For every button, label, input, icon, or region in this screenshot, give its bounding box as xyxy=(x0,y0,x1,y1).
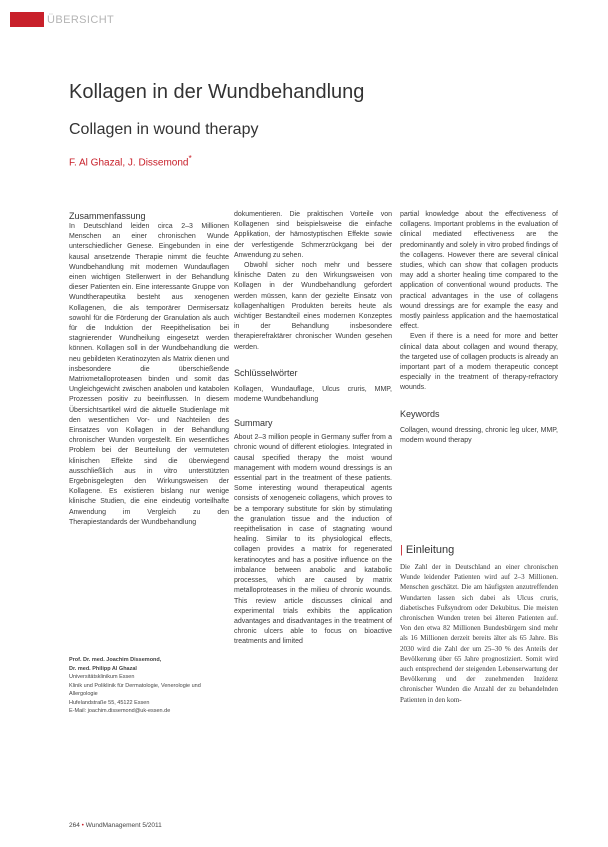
summary-text: About 2–3 million people in Germany suffer from a chronic wound of different etiologies. Integrated in causal specified therapy the moist wound management with modern wound dressings is an essential part in the treatment of these patients. Some interesting wound therapeutical agents consists of xenogeneic collagens, which proves to be a temporary substitute for skin by stimulating the granulation tissue and the induction of reepithelisation in case of stagnating wound healing. Similar to its physiological effects, collagen provides a matrix for regenerated keratinocytes and has a positive influence on the imbalance between anabolic and katabolic processes, which are caused by matrix metalloproteases in the milieu of chronic wounds. This review article discusses clinical and experimental trials exhibits the application advantages and disadvantages in the treatment of chronic ulcers able to focus on bioactive treatments and limited xyxy=(234,434,392,646)
col3-paragraph-1: partial knowledge about the effectiveness of collagens. Important problems in the evaluation of clinical mediated effectiveness are the predominantly and solely in vitro probed findings of the collagens. However there are several clinical studies, which can show that collagen products may add a shorter healing time compared to the application of conventional wound products. The practical advantages in the use of collagens wound dressings are for example the easy and mostly painless application and the haemostatical effect. xyxy=(400,211,558,331)
article-title-german: Kollagen in der Wundbehandlung xyxy=(69,81,365,103)
einleitung-heading: | Einleitung xyxy=(400,544,455,556)
keywords-heading: Keywords xyxy=(400,408,440,419)
col3-paragraph-2: Even if there is a need for more and better clinical data about collagen and wound therapy, the targeted use of collagen products is already an important part of a modern therapeutic concept especially in the treatment of therapy-refractory wounds. xyxy=(400,333,558,392)
affiliation-department: Universitätsklinikum Essen xyxy=(69,674,135,680)
column-2 xyxy=(234,210,392,648)
author-names: F. Al Ghazal, J. Dissemond xyxy=(69,157,189,169)
footer-separator: • xyxy=(81,822,84,829)
schluesselwoerter-heading: Schlüsselwörter xyxy=(234,367,298,378)
schluesselwoerter-text: Kollagen, Wundauflage, Ulcus cruris, MMP, moderne Wundbehandlung xyxy=(234,385,392,404)
col2-paragraph-2: Obwohl sicher noch mehr und bessere klinische Daten zu den Wirkungsweisen von Kollagen in der Wundbehandlung gefordert werden müssen, kann der gezielte Einsatz von kollagenhaltigen Produkten bereits heute als wichtiger Bestandteil eines modernen Konzeptes in der Behandlung insbesondere therapierefraktärer chronischer Wunden gesehen werden. xyxy=(234,262,392,351)
section-tag xyxy=(10,12,114,27)
einleitung-text: Die Zahl der in Deutschland an einer chronischen Wunde leidender Patienten wird auf 2–3 Millionen. Menschen geschätzt. Die am häufigsten anzutreffenden Wundarten lassen sich dabei als Ulcus cruris, diabetisches Fußsyndrom oder Dekubitus. Die meisten chronischen Wunden treten bei älteren Patienten auf. Von den etwa 82 Millionen Bundesbürgern sind mehr als 16 Millionen derzeit bereits älter als 65 Jahre. Bis 2030 wird die Zahl der um 25–30 % des Anteils der Bevölkerung über 65 Jahre prognostiziert. Somit wird auch entsprechend der steigenden Lebenserwartung der Bevölkerung und der zunehmenden Inzidenz chronischer Wunden die Anzahl der zu behandelnden Patienten in den kom- xyxy=(400,563,558,704)
author-footnote-mark: * xyxy=(188,153,192,163)
affiliation-address: Hufelandstraße 55, 45122 Essen xyxy=(69,699,150,706)
einleitung-heading-text: Einleitung xyxy=(405,544,455,556)
section-label: ÜBERSICHT xyxy=(47,13,115,26)
zusammenfassung-heading: Zusammenfassung xyxy=(69,211,146,221)
affiliation-name-2: Dr. med. Philipp Al Ghazal xyxy=(69,665,137,672)
affiliation-name-1: Prof. Dr. med. Joachim Dissemond, xyxy=(69,657,162,663)
author-line xyxy=(69,153,192,168)
article-title-english: Collagen in wound therapy xyxy=(69,121,259,138)
summary-heading: Summary xyxy=(234,418,273,429)
col2-paragraph-1: dokumentieren. Die praktischen Vorteile von Kollagenen sind beispielsweise die einfache Applikation, der hämostyptischen Effekte sowie der verfestigende Schmerzrückgang bei der Anwendung zu sehen. xyxy=(234,211,392,259)
affiliation-email: E-Mail: joachim.dissemond@uk-essen.de xyxy=(69,708,171,714)
page-footer xyxy=(69,822,162,829)
author-affiliation xyxy=(69,656,229,716)
column-1 xyxy=(69,210,229,528)
affiliation-clinic: Klinik und Poliklinik für Dermatologie, Venerologie und Allergologie xyxy=(69,682,201,697)
page-number: 264 xyxy=(69,822,80,829)
column-3 xyxy=(400,210,558,446)
zusammenfassung-text: In Deutschland leiden circa 2–3 Millionen Menschen an einer chronischen Wunde unterschiedlicher Genese. Eingebunden in eine kausal ansetzende Therapie nimmt die feuchte Wundbehandlung mit modernen Wundauflagen einen wichtigen Stellenwert in der Behandlung dieser Patienten ein. Eine interessante Gruppe von Wundtherapeutika besteht aus xenogenen Kollagenen, die als temporärer Dermisersatz sowohl für die Förderung der Granulation als auch für die Induktion der Reepithelisation bei stagnierender Wundheilung eingesetzt werden können. Kollagen soll in der Wundbehandlung die neu gebildeten Keratinozyten als Matrix dienen und insbesondere die überschießende Matrixmetalloproteasen binden und somit das Ungleichgewicht zwischen anabolen und katabolen Prozessen positiv zu beeinflussen. In diesem Übersichtsartikel wird die aktuelle Studienlage mit den wesentlichen Vor- und Nachteilen des Einsatzes von Kollagen in der Behandlung chronischer Wunden vorgestellt. Ein wesentliches Problem bei der Beurteilung der vermuteten klinischen Effekte sind die überwiegend ausschließlich aus in vitro unterstützten Ergebnisgelegten den Wirkungsweisen der Kollagene. Es existieren bislang nur wenige klinische Studien, die eine eindeutig vorteilhafte Anwendung im Vergleich zu den Therapiestandards der Wundbehandlung xyxy=(69,223,229,526)
section-color-block xyxy=(10,12,44,27)
keywords-text: Collagen, wound dressing, chronic leg ulcer, MMP, modern wound therapy xyxy=(400,426,558,444)
journal-name: WundManagement 5/2011 xyxy=(85,822,162,829)
